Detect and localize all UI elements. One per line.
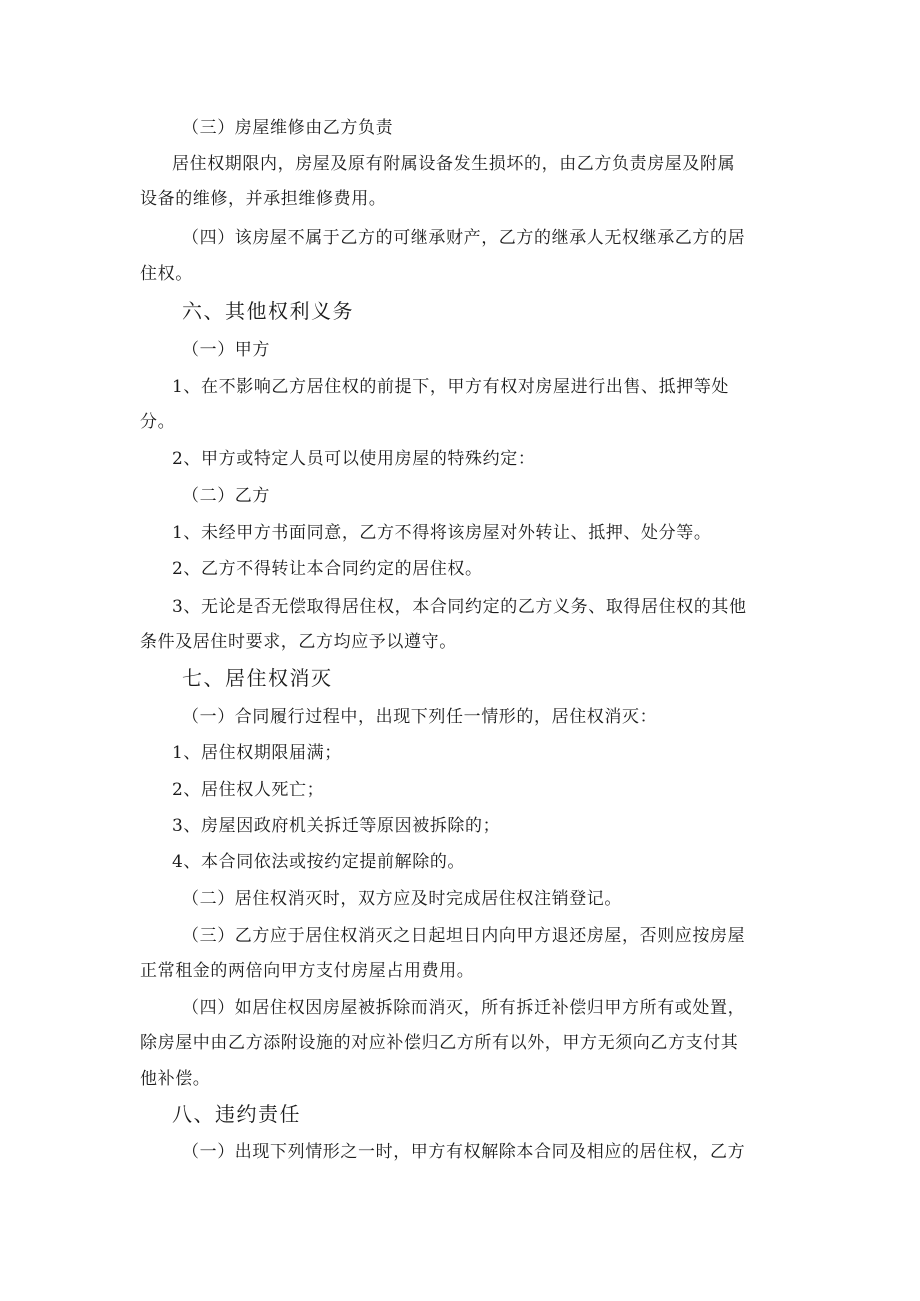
subsection-heading-1: （一）出现下列情形之一时，甲方有权解除本合同及相应的居住权，乙方 <box>182 1142 746 1162</box>
paragraph-line: 居住权期限内，房屋及原有附属设备发生损坏的，由乙方负责房屋及附属 <box>172 154 736 174</box>
list-item: 2、居住权人死亡； <box>172 780 325 800</box>
section-heading-6: 六、其他权利义务 <box>182 299 354 323</box>
subsection-heading-3: （三）乙方应于居住权消灭之日起坦日内向甲方退还房屋，否则应按房屋 <box>182 926 746 946</box>
subsection-heading-4: （四）该房屋不属于乙方的可继承财产，乙方的继承人无权继承乙方的居 <box>182 228 746 248</box>
subsection-heading-party-b: （二）乙方 <box>182 486 270 506</box>
list-item: 2、甲方或特定人员可以使用房屋的特殊约定： <box>172 449 536 469</box>
list-item: 4、本合同依法或按约定提前解除的。 <box>172 852 466 872</box>
paragraph-line: 除房屋中由乙方添附设施的对应补偿归乙方所有以外，甲方无须向乙方支付其 <box>140 1033 739 1053</box>
paragraph-line: 设备的维修，并承担维修费用。 <box>140 189 387 209</box>
subsection-heading-3: （三）房屋维修由乙方负责 <box>182 118 394 138</box>
subsection-heading-party-a: （一）甲方 <box>182 340 270 360</box>
subsection-heading-4: （四）如居住权因房屋被拆除而消灭，所有拆迁补偿归甲方所有或处置， <box>182 998 746 1018</box>
subsection-heading-1: （一）合同履行过程中，出现下列任一情形的，居住权消灭： <box>182 707 658 727</box>
list-item: 1、居住权期限届满； <box>172 743 342 763</box>
paragraph-line: 他补偿。 <box>140 1069 211 1089</box>
paragraph-line: 正常租金的两倍向甲方支付房屋占用费用。 <box>140 961 475 981</box>
list-item: 1、未经甲方书面同意，乙方不得将该房屋对外转让、抵押、处分等。 <box>172 523 712 543</box>
list-item: 3、房屋因政府机关拆迁等原因被拆除的； <box>172 816 501 836</box>
paragraph-line: 条件及居住时要求，乙方均应予以遵守。 <box>140 632 457 652</box>
list-item: 1、在不影响乙方居住权的前提下，甲方有权对房屋进行出售、抵押等处 <box>172 377 730 397</box>
paragraph-line: 住权。 <box>140 264 193 284</box>
paragraph-line: 分。 <box>140 412 176 432</box>
section-heading-8: 八、违约责任 <box>172 1102 301 1126</box>
section-heading-7: 七、居住权消灭 <box>182 666 333 690</box>
list-item: 2、乙方不得转让本合同约定的居住权。 <box>172 559 483 579</box>
list-item: 3、无论是否无偿取得居住权，本合同约定的乙方义务、取得居住权的其他 <box>172 597 747 617</box>
subsection-heading-2: （二）居住权消灭时，双方应及时完成居住权注销登记。 <box>182 889 622 909</box>
